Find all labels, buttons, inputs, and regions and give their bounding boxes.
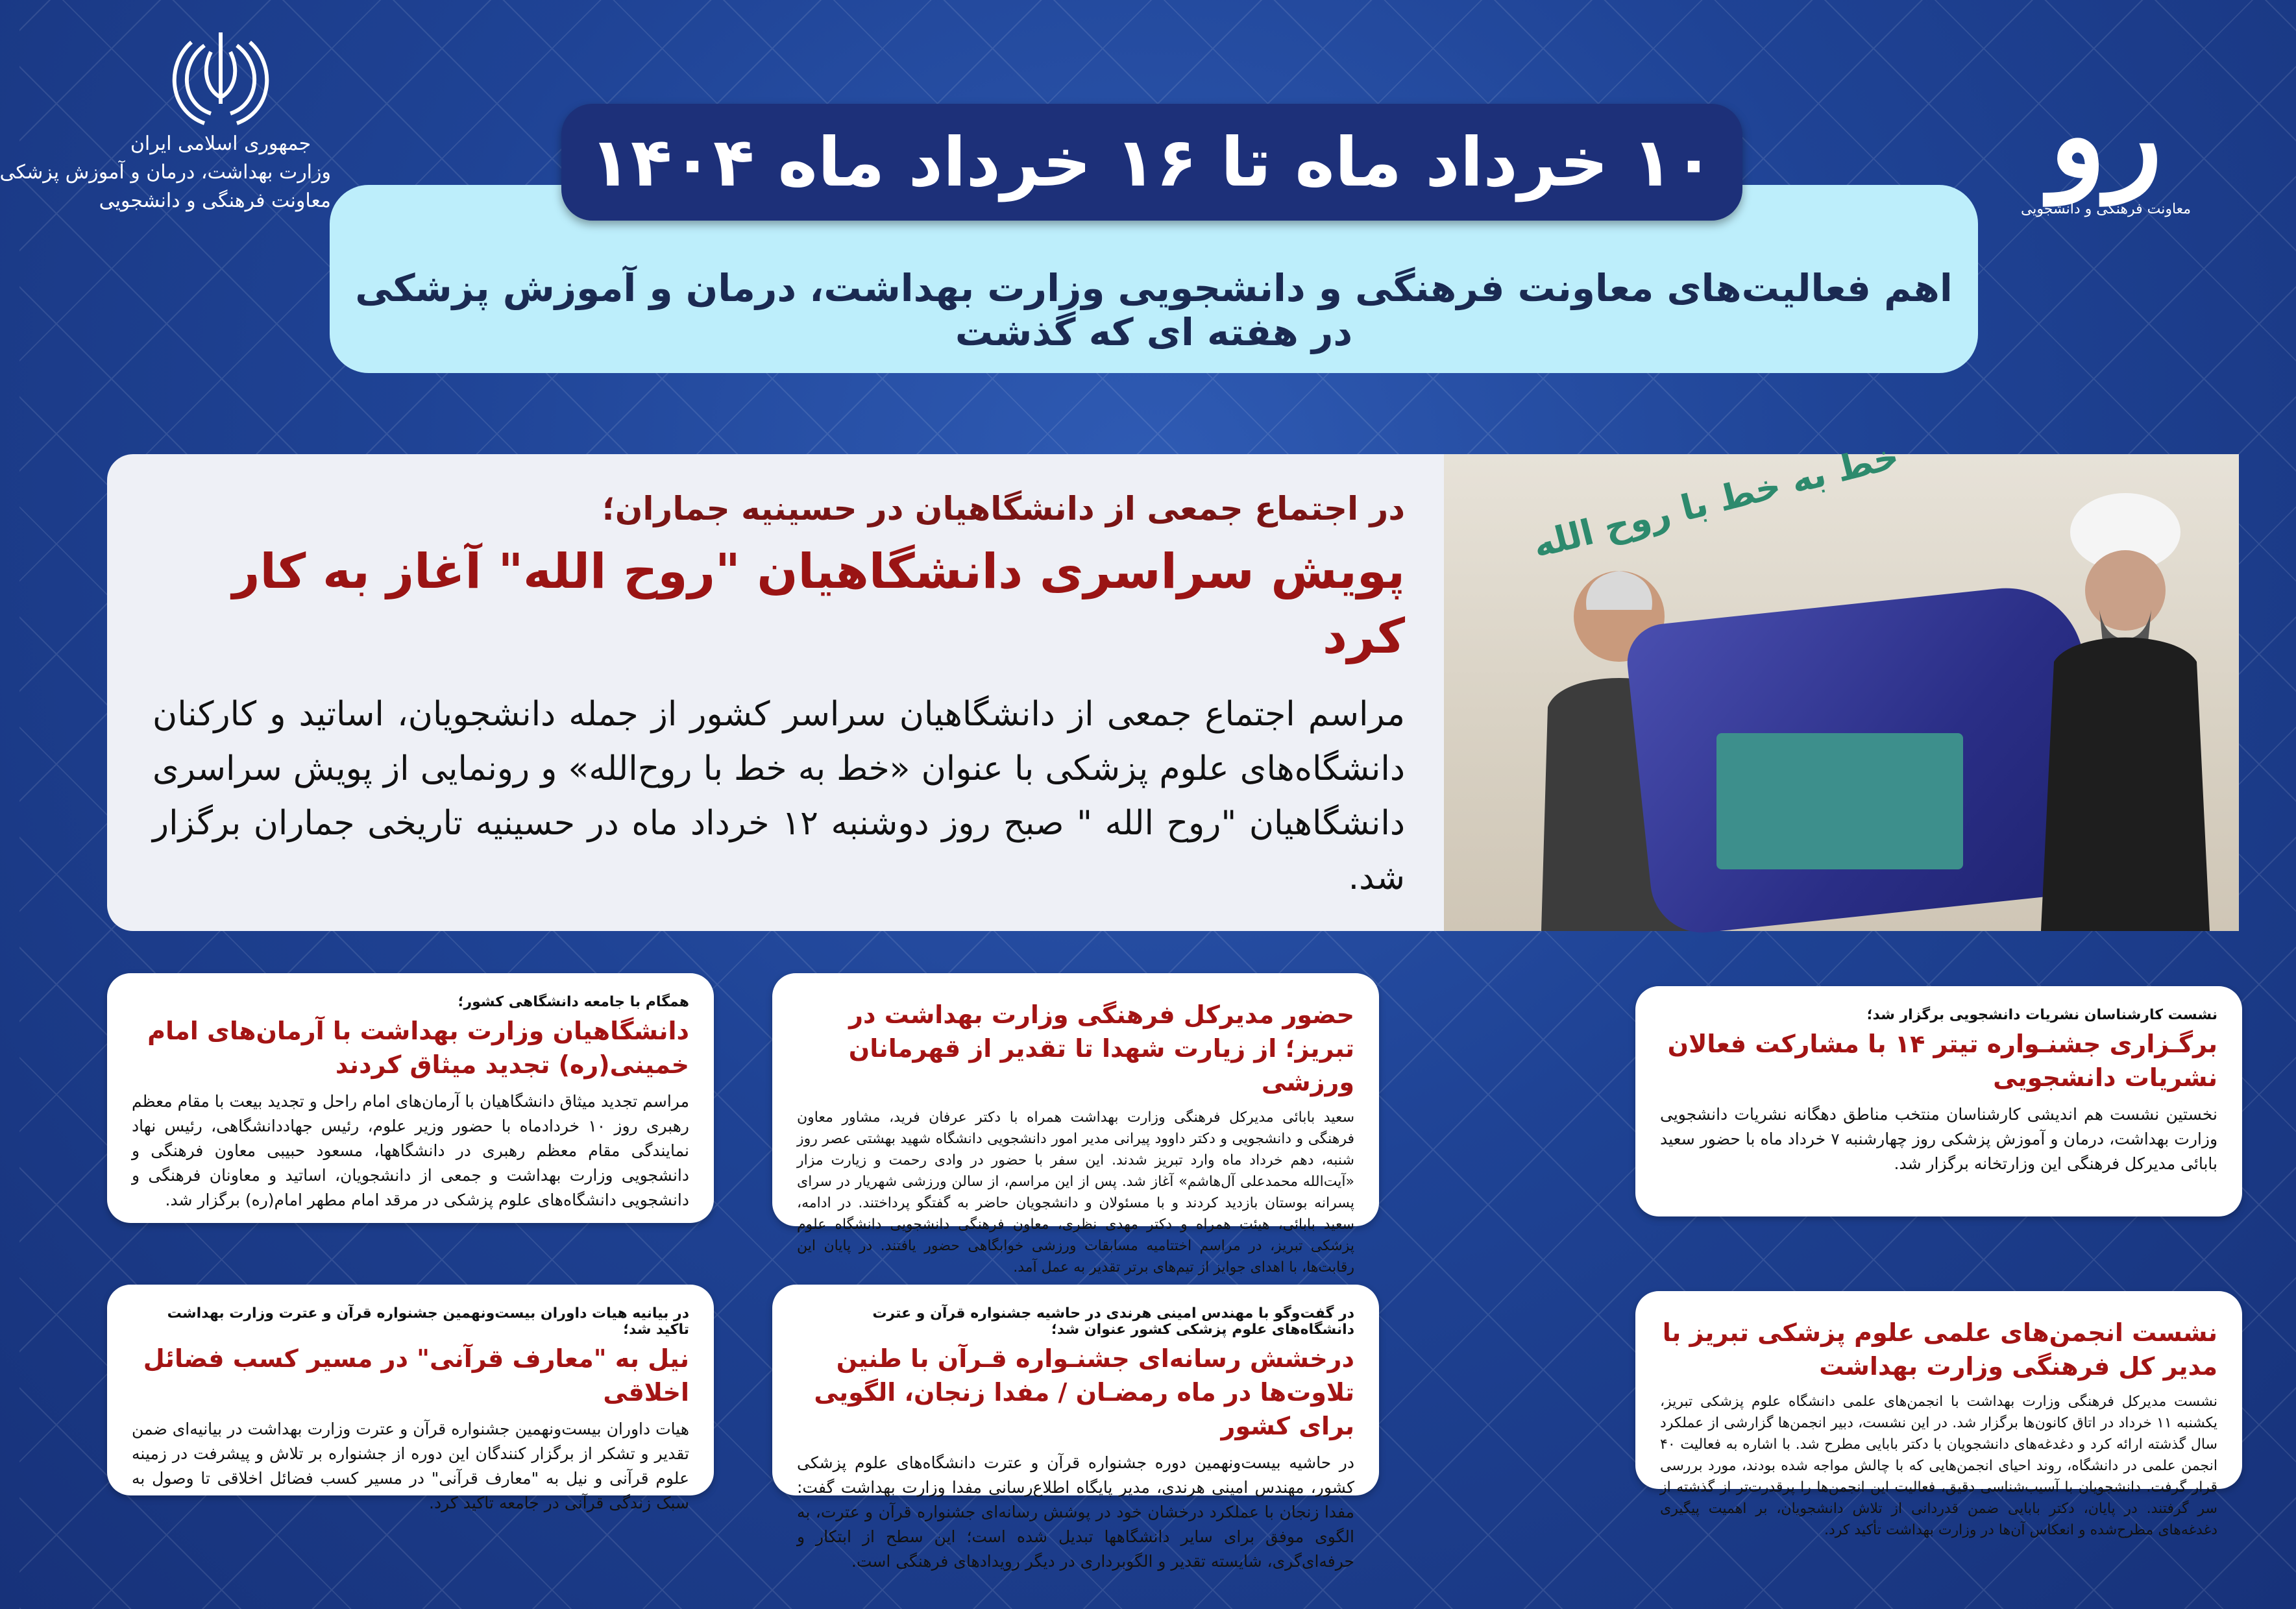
news-card (1635, 1291, 2242, 1538)
emblem-line-2: وزارت بهداشت، درمان و آموزش پزشکی (0, 161, 331, 184)
hero-kicker: در اجتماع جمعی از دانشگاهیان در حسینیه جماران؛ (602, 490, 1405, 527)
card-headline: نیل به "معارف قرآنی" در مسیر کسب فضائل اخلاقی (143, 1344, 689, 1407)
emblem-line-1: جمهوری اسلامی ایران (130, 132, 311, 155)
emblem-line-3: معاونت فرهنگی و دانشجویی (99, 189, 331, 212)
date-range-pill: ۱۰ خرداد ماه تا ۱۶ خرداد ماه ۱۴۰۴ (561, 104, 1742, 221)
card-headline: برگـزاری جشنـواره تیتر ۱۴ با مشارکت فعالان نشریات دانشجویی (1667, 1030, 2217, 1092)
card-body: در حاشیه بیست‌ونهمین دوره جشنواره قرآن و عترت دانشگاه‌های علوم پزشکی کشور، مهندس امینی هرندی، مدیر پایگاه اطلاع‌رسانی مفدا وزارت بهداشت گفت: مفدا زنجان با عملکرد درخشان خود در پوشش رسانه‌ای جشنواره قرآن و عترت، به الگوی موفق برای سایر دانشگاهها تبدیل شده است؛ این سطح از ابتکار و حرفه‌ای‌گری، شایسته تقدیر و الگوبرداری در دیگر رویدادهای فرهنگی است. (797, 1453, 1354, 1571)
hero-text (153, 490, 1405, 905)
hero-card (107, 435, 2239, 931)
card-headline: حضور مدیرکل فرهنگی وزارت بهداشت در تبریز؛ از زیارت شهدا تا تقدیر از قهرمانان ورزشی (848, 1000, 1354, 1096)
news-card (1635, 986, 2242, 1216)
rouydad-logo-icon: رو (2049, 67, 2162, 204)
card-body: نخستین نشست هم اندیشی کارشناسان منتخب مناطق دهگانه نشریات دانشجویی وزارت بهداشت، درمان و آموزش پزشکی روز چهارشنبه ۷ خرداد ماه با حضور سعید بابائی مدیرکل فرهنگی این وزارتخانه برگزار شد. (1660, 1105, 2218, 1173)
card-kicker: در بیانیه هیات داوران بیست‌ونهمین جشنواره قرآن و عترت وزارت بهداشت تاکید شد؛ (167, 1305, 689, 1338)
hero-headline: پویش سراسری دانشگاهیان "روح الله" آغاز به کار کرد (232, 544, 1405, 664)
card-headline: درخشش رسانه‌ای جشنـواره قـرآن با طنین تلاوت‌ها در ماه رمضـان / مفدا زنجان، الگویی برای کشور (814, 1344, 1354, 1440)
hero-photo (1444, 435, 2239, 931)
subtitle-text: اهم فعالیت‌های معاونت فرهنگی و دانشجویی وزارت بهداشت، درمان و آموزش پزشکی در هفته ای که گذشت (355, 266, 1953, 354)
card-body: هیات داوران بیست‌ونهمین جشنواره قرآن و عترت وزارت بهداشت در بیانیه‌ای ضمن تقدیر و تشکر از برگزار کنندگان این دوره از جشنواره بر تلاش و پیشرفت در زمینه علوم قرآنی و نیل به "معارف قرآنی" در مسیر کسب فضائل اخلاقی تا وصول به سبک زندگی قرآنی در جامعه تاکید کرد. (132, 1420, 689, 1512)
person-right-figure (2015, 480, 2223, 931)
unveiled-display (1716, 733, 1963, 869)
news-card (107, 973, 714, 1223)
emblem-block (0, 26, 331, 272)
card-headline: نشست انجمن‌های علمی علوم پزشکی تبریز با مدیر کل فرهنگی وزارت بهداشت (1662, 1318, 2217, 1381)
photo-wall-text: خط به خط با روح الله (1528, 435, 1903, 566)
card-body: مراسم تجدید میثاق دانشگاهیان با آرمان‌های امام راحل و تجدید بیعت با مقام معظم رهبری روز ۱۰ خردادماه با حضور وزیر علوم، رئیس جهاددانشگاهی، رئیس نهاد نمایندگی مقام معظم رهبری در دانشگاهها، مسعود حبیبی معاون فرهنگی و دانشجویی وزارت بهداشت و جمعی از دانشجویان، اساتید و معاونان فرهنگی و دانشجویی دانشگاه‌های علوم پزشکی در مرقد امام مطهر امام(ره) برگزار شد. (132, 1092, 689, 1209)
rouydad-logo (1999, 67, 2213, 227)
news-card (772, 973, 1379, 1276)
card-body: نشست مدیرکل فرهنگی وزارت بهداشت با انجمن‌های علمی دانشگاه علوم پزشکی تبریز، یکشنبه ۱۱ خرداد در اتاق کانون‌ها برگزار شد. در این نشست، دبیر انجمن‌ها گزارشی از عملکرد سال گذشته ارائه کرد و دغدغه‌های دانشجویان با دکتر بابایی مطرح شد. با اشاره به فعالیت ۴۰ انجمن علمی در دانشگاه، روند احیای انجمن‌هایی که با چالش مواجه شده بودند، مورد بررسی قرار گرفت. دانشجویان با آسیب‌شناسی دقیق، فعالیت این انجمن‌ها را پرقدرت‌تر از گذشته از سر گرفتند. در پایان، دکتر بابایی ضمن قدردانی از تلاش دانشجویان، بر اهمیت پیگیری دغدغه‌های مطرح‌شده و انعکاس آن‌ها در وزارت بهداشت تأکید کرد. (1660, 1394, 2217, 1538)
hero-body: مراسم اجتماع جمعی از دانشگاهیان سراسر کشور از جمله دانشجویان، اساتید و کارکنان دانشگاه‌های علوم پزشکی با عنوان «خط به خط با روح‌الله» و رونمایی از پویش سراسری دانشگاهیان "روح الله " صبح روز دوشنبه ۱۲ خرداد ماه در حسینیه تاریخی جماران برگزار شد. (153, 695, 1405, 897)
card-kicker: نشست کارشناسان نشریات دانشجویی برگزار شد؛ (1866, 1007, 2217, 1023)
news-card (772, 1285, 1379, 1571)
iran-emblem-icon (165, 26, 276, 130)
card-kicker: در گفت‌وگو با مهندس امینی هرندی در حاشیه جشنواره قرآن و عترت دانشگاه‌های علوم پزشکی کشور عنوان شد؛ (872, 1305, 1354, 1338)
logo-caption: معاونت فرهنگی و دانشجویی (2020, 201, 2192, 217)
card-headline: دانشگاهیان وزارت بهداشت با آرمان‌های امام خمینی(ره) تجدید میثاق کردند (147, 1017, 689, 1079)
card-kicker: همگام با جامعه دانشگاهی کشور؛ (458, 994, 689, 1010)
news-card (107, 1285, 714, 1512)
card-body: سعید بابائی مدیرکل فرهنگی وزارت بهداشت همراه با دکتر عرفان فرید، مشاور معاون فرهنگی و دانشجویی و دکتر داوود پیرانی مدیر امور دانشجویی دانشگاه شهید بهشتی عصر روز شنبه، دهم خرداد ماه وارد تبریز شدند. این سفر با حضور در وادی رحمت و زیارت مزار «آیت‌الله محمدعلی آل‌هاشم» آغاز شد. پس از این مراسم، از سالن ورزشی شهریار در سرای پسرانه بوستان بازدید کردند و با مسئولان و دانشجویان حاضر به گفتگو پرداختند. در ادامه، سعید بابائی، هیئت همراه و دکتر مهدی نظری، معاون فرهنگی دانشجویی دانشگاه علوم پزشکی تبریز، در مراسم اختتامیه مسابقات ورزشی خوابگاهی حضور یافتند. در پایان این رقابت‌ها، با اهدای جوایز از تیم‌های برتر تقدیر به عمل آمد. (797, 1109, 1354, 1276)
